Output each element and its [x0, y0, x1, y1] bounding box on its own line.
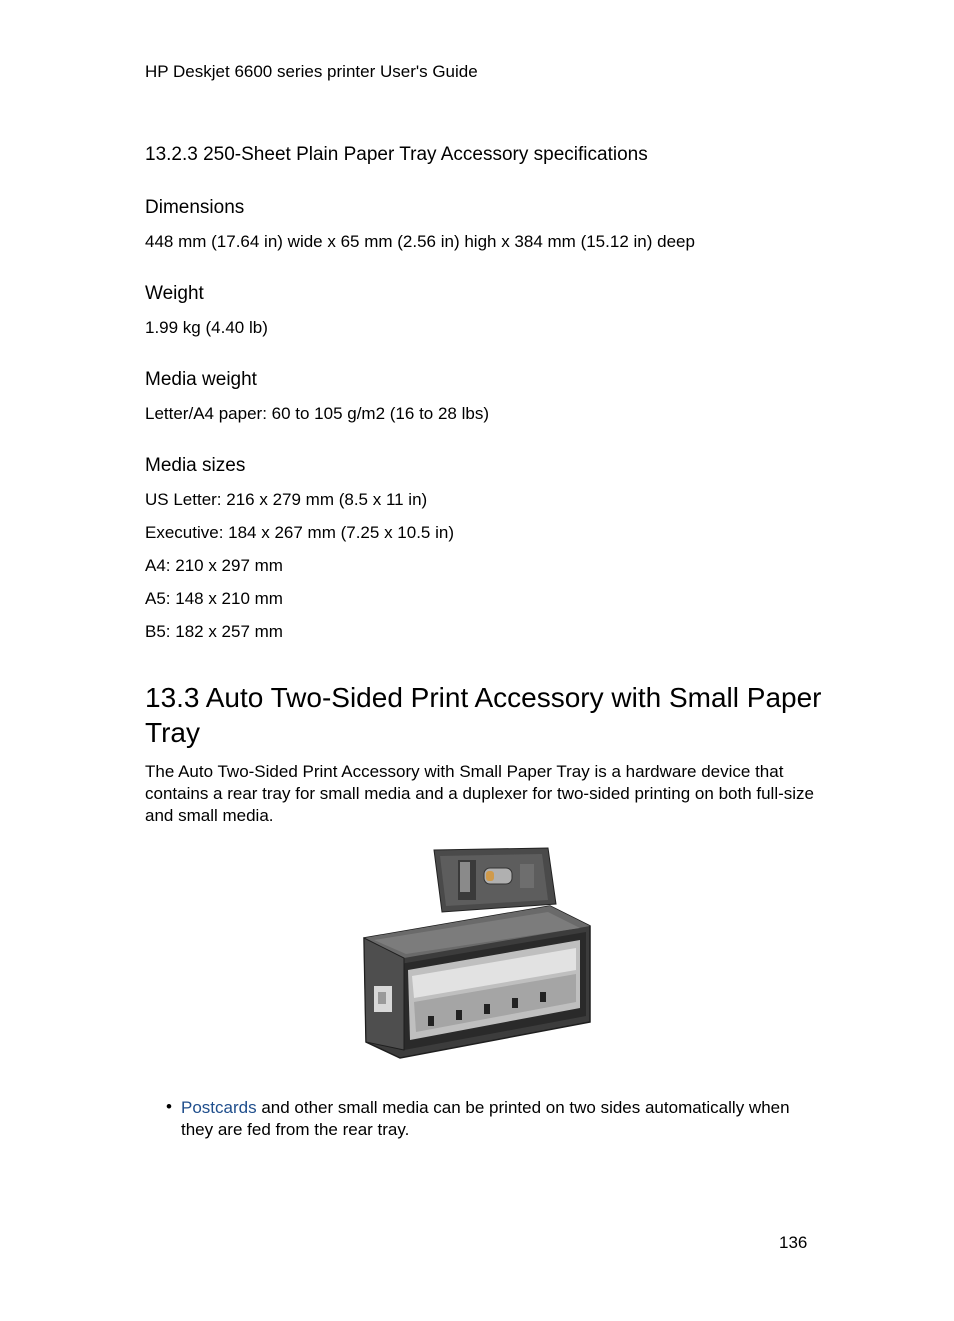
dimensions-text: 448 mm (17.64 in) wide x 65 mm (2.56 in) high x 384 mm (15.12 in) deep [145, 232, 695, 251]
page-number: 136 [779, 1233, 808, 1252]
media-size-item: A4: 210 x 297 mm [145, 556, 283, 575]
section-13-3-heading: 13.3 Auto Two-Sided Print Accessory with Small Paper Tray [145, 682, 822, 748]
running-header: HP Deskjet 6600 series printer User's Guide [145, 62, 478, 81]
media-size-item: B5: 182 x 257 mm [145, 622, 283, 641]
section-13-3-intro: The Auto Two-Sided Print Accessory with Small Paper Tray is a hardware device that contains a rear tray for small media and a duplexer for two-sided printing on both full-size and small media. [145, 762, 815, 825]
weight-text: 1.99 kg (4.40 lb) [145, 318, 268, 337]
media-size-item: Executive: 184 x 267 mm (7.25 x 10.5 in) [145, 523, 454, 542]
bullet-marker: • [166, 1097, 172, 1116]
media-weight-heading: Media weight [145, 369, 257, 390]
media-weight-text: Letter/A4 paper: 60 to 105 g/m2 (16 to 28 lbs) [145, 404, 489, 423]
media-size-item: US Letter: 216 x 279 mm (8.5 x 11 in) [145, 490, 428, 509]
postcards-link[interactable]: Postcards [181, 1098, 257, 1117]
media-size-item: A5: 148 x 210 mm [145, 589, 283, 608]
bullet-item [181, 1097, 821, 1141]
bullet-item-text: and other small media can be printed on two sides automatically when they are fed from the rear tray. [181, 1098, 790, 1139]
media-sizes-heading: Media sizes [145, 455, 246, 476]
section-13-2-3-heading: 13.2.3 250-Sheet Plain Paper Tray Accessory specifications [145, 144, 648, 165]
weight-heading: Weight [145, 283, 204, 304]
accessory-illustration [360, 846, 594, 1064]
dimensions-heading: Dimensions [145, 197, 245, 218]
